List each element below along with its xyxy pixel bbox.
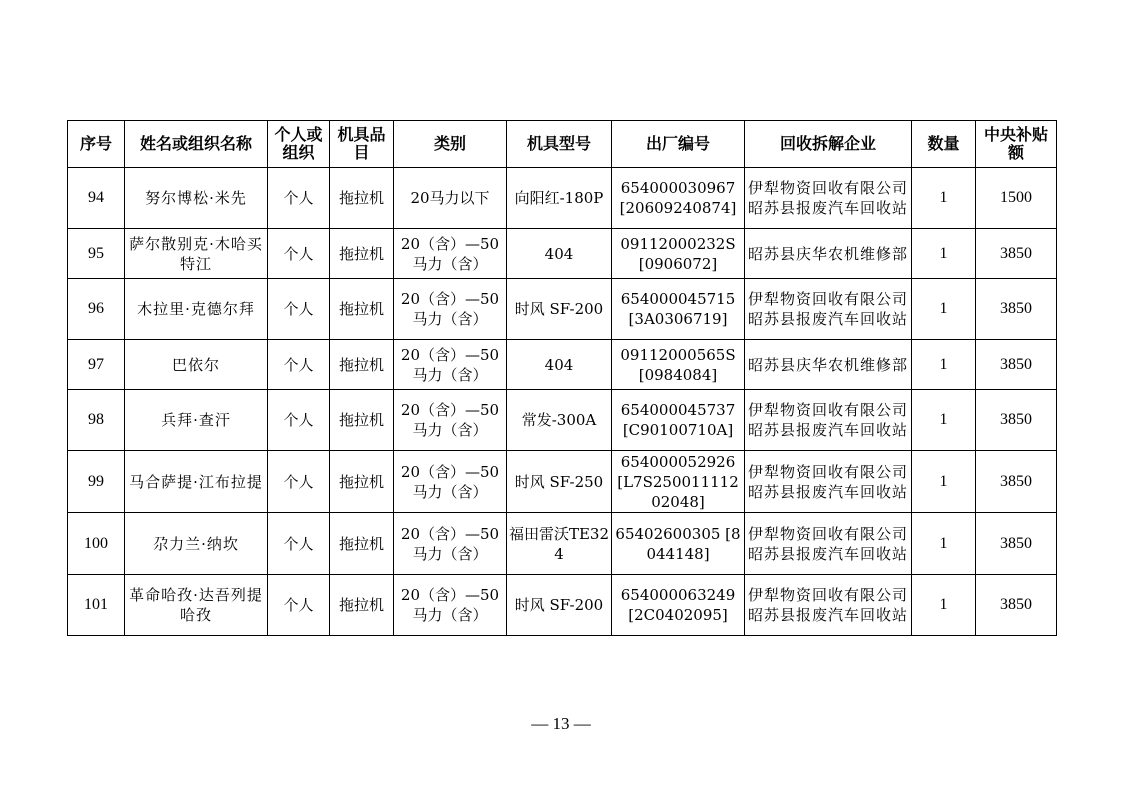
cell-enterprise: 伊犁物资回收有限公司昭苏县报废汽车回收站 bbox=[745, 513, 912, 575]
cell-item: 拖拉机 bbox=[330, 168, 394, 229]
table-row bbox=[68, 168, 1057, 229]
cell-serial: 654000045715 [3A0306719] bbox=[612, 279, 745, 340]
cell-no: 97 bbox=[68, 340, 125, 390]
cell-enterprise: 伊犁物资回收有限公司昭苏县报废汽车回收站 bbox=[745, 451, 912, 513]
cell-item: 拖拉机 bbox=[330, 340, 394, 390]
cell-model: 404 bbox=[507, 340, 612, 390]
table-row bbox=[68, 229, 1057, 279]
header-enterprise: 回收拆解企业 bbox=[745, 121, 912, 168]
cell-serial: 65402600305 [8044148] bbox=[612, 513, 745, 575]
cell-type: 个人 bbox=[268, 229, 330, 279]
header-item: 机具品目 bbox=[330, 121, 394, 168]
cell-no: 95 bbox=[68, 229, 125, 279]
table-row bbox=[68, 451, 1057, 513]
subsidy-table bbox=[67, 120, 1057, 636]
table-row bbox=[68, 340, 1057, 390]
cell-category: 20（含）—50马力（含） bbox=[394, 229, 507, 279]
cell-model: 福田雷沃TE324 bbox=[507, 513, 612, 575]
cell-category: 20（含）—50马力（含） bbox=[394, 451, 507, 513]
cell-model: 时风 SF-200 bbox=[507, 279, 612, 340]
cell-item: 拖拉机 bbox=[330, 513, 394, 575]
cell-enterprise: 伊犁物资回收有限公司昭苏县报废汽车回收站 bbox=[745, 279, 912, 340]
cell-category: 20马力以下 bbox=[394, 168, 507, 229]
header-subsidy: 中央补贴额 bbox=[976, 121, 1057, 168]
cell-enterprise: 昭苏县庆华农机维修部 bbox=[745, 340, 912, 390]
cell-model: 向阳红-180P bbox=[507, 168, 612, 229]
cell-subsidy: 3850 bbox=[976, 575, 1057, 636]
cell-serial: 654000030967 [20609240874] bbox=[612, 168, 745, 229]
cell-name: 努尔博松·米先 bbox=[125, 168, 268, 229]
cell-serial: 09112000565S [0984084] bbox=[612, 340, 745, 390]
cell-model: 时风 SF-200 bbox=[507, 575, 612, 636]
cell-type: 个人 bbox=[268, 513, 330, 575]
cell-type: 个人 bbox=[268, 575, 330, 636]
cell-no: 101 bbox=[68, 575, 125, 636]
cell-serial: 654000052926 [L7S25001111202048] bbox=[612, 451, 745, 513]
cell-name: 尕力兰·纳坎 bbox=[125, 513, 268, 575]
cell-type: 个人 bbox=[268, 390, 330, 451]
cell-enterprise: 伊犁物资回收有限公司昭苏县报废汽车回收站 bbox=[745, 168, 912, 229]
cell-name: 木拉里·克德尔拜 bbox=[125, 279, 268, 340]
cell-subsidy: 3850 bbox=[976, 279, 1057, 340]
cell-serial: 654000045737 [C90100710A] bbox=[612, 390, 745, 451]
cell-subsidy: 3850 bbox=[976, 513, 1057, 575]
cell-no: 98 bbox=[68, 390, 125, 451]
table-row bbox=[68, 575, 1057, 636]
header-no: 序号 bbox=[68, 121, 125, 168]
cell-type: 个人 bbox=[268, 168, 330, 229]
cell-item: 拖拉机 bbox=[330, 229, 394, 279]
header-row bbox=[68, 121, 1057, 168]
cell-item: 拖拉机 bbox=[330, 575, 394, 636]
header-serial: 出厂编号 bbox=[612, 121, 745, 168]
header-qty: 数量 bbox=[912, 121, 976, 168]
cell-category: 20（含）—50马力（含） bbox=[394, 340, 507, 390]
cell-no: 100 bbox=[68, 513, 125, 575]
cell-category: 20（含）—50马力（含） bbox=[394, 575, 507, 636]
cell-model: 时风 SF-250 bbox=[507, 451, 612, 513]
table-row bbox=[68, 390, 1057, 451]
cell-qty: 1 bbox=[912, 451, 976, 513]
cell-qty: 1 bbox=[912, 340, 976, 390]
cell-name: 马合萨提·江布拉提 bbox=[125, 451, 268, 513]
cell-name: 革命哈孜·达吾列提哈孜 bbox=[125, 575, 268, 636]
cell-subsidy: 3850 bbox=[976, 451, 1057, 513]
table-row bbox=[68, 279, 1057, 340]
page-number: — 13 — bbox=[531, 714, 591, 733]
cell-item: 拖拉机 bbox=[330, 279, 394, 340]
cell-qty: 1 bbox=[912, 229, 976, 279]
header-type: 个人或组织 bbox=[268, 121, 330, 168]
cell-type: 个人 bbox=[268, 279, 330, 340]
cell-enterprise: 昭苏县庆华农机维修部 bbox=[745, 229, 912, 279]
cell-item: 拖拉机 bbox=[330, 390, 394, 451]
cell-name: 萨尔散别克·木哈买特江 bbox=[125, 229, 268, 279]
cell-item: 拖拉机 bbox=[330, 451, 394, 513]
cell-no: 94 bbox=[68, 168, 125, 229]
cell-subsidy: 1500 bbox=[976, 168, 1057, 229]
table-body bbox=[68, 168, 1057, 636]
cell-no: 99 bbox=[68, 451, 125, 513]
cell-type: 个人 bbox=[268, 340, 330, 390]
cell-subsidy: 3850 bbox=[976, 390, 1057, 451]
header-name: 姓名或组织名称 bbox=[125, 121, 268, 168]
cell-name: 巴依尔 bbox=[125, 340, 268, 390]
cell-serial: 09112000232S [0906072] bbox=[612, 229, 745, 279]
cell-subsidy: 3850 bbox=[976, 229, 1057, 279]
cell-qty: 1 bbox=[912, 279, 976, 340]
cell-qty: 1 bbox=[912, 575, 976, 636]
cell-qty: 1 bbox=[912, 513, 976, 575]
cell-enterprise: 伊犁物资回收有限公司昭苏县报废汽车回收站 bbox=[745, 575, 912, 636]
cell-no: 96 bbox=[68, 279, 125, 340]
cell-category: 20（含）—50马力（含） bbox=[394, 279, 507, 340]
cell-qty: 1 bbox=[912, 168, 976, 229]
cell-enterprise: 伊犁物资回收有限公司昭苏县报废汽车回收站 bbox=[745, 390, 912, 451]
cell-type: 个人 bbox=[268, 451, 330, 513]
cell-category: 20（含）—50马力（含） bbox=[394, 513, 507, 575]
cell-model: 常发-300A bbox=[507, 390, 612, 451]
table-header bbox=[68, 121, 1057, 168]
cell-category: 20（含）—50马力（含） bbox=[394, 390, 507, 451]
cell-model: 404 bbox=[507, 229, 612, 279]
cell-name: 兵拜·查汗 bbox=[125, 390, 268, 451]
header-category: 类别 bbox=[394, 121, 507, 168]
table-row bbox=[68, 513, 1057, 575]
cell-subsidy: 3850 bbox=[976, 340, 1057, 390]
cell-serial: 654000063249 [2C0402095] bbox=[612, 575, 745, 636]
header-model: 机具型号 bbox=[507, 121, 612, 168]
cell-qty: 1 bbox=[912, 390, 976, 451]
